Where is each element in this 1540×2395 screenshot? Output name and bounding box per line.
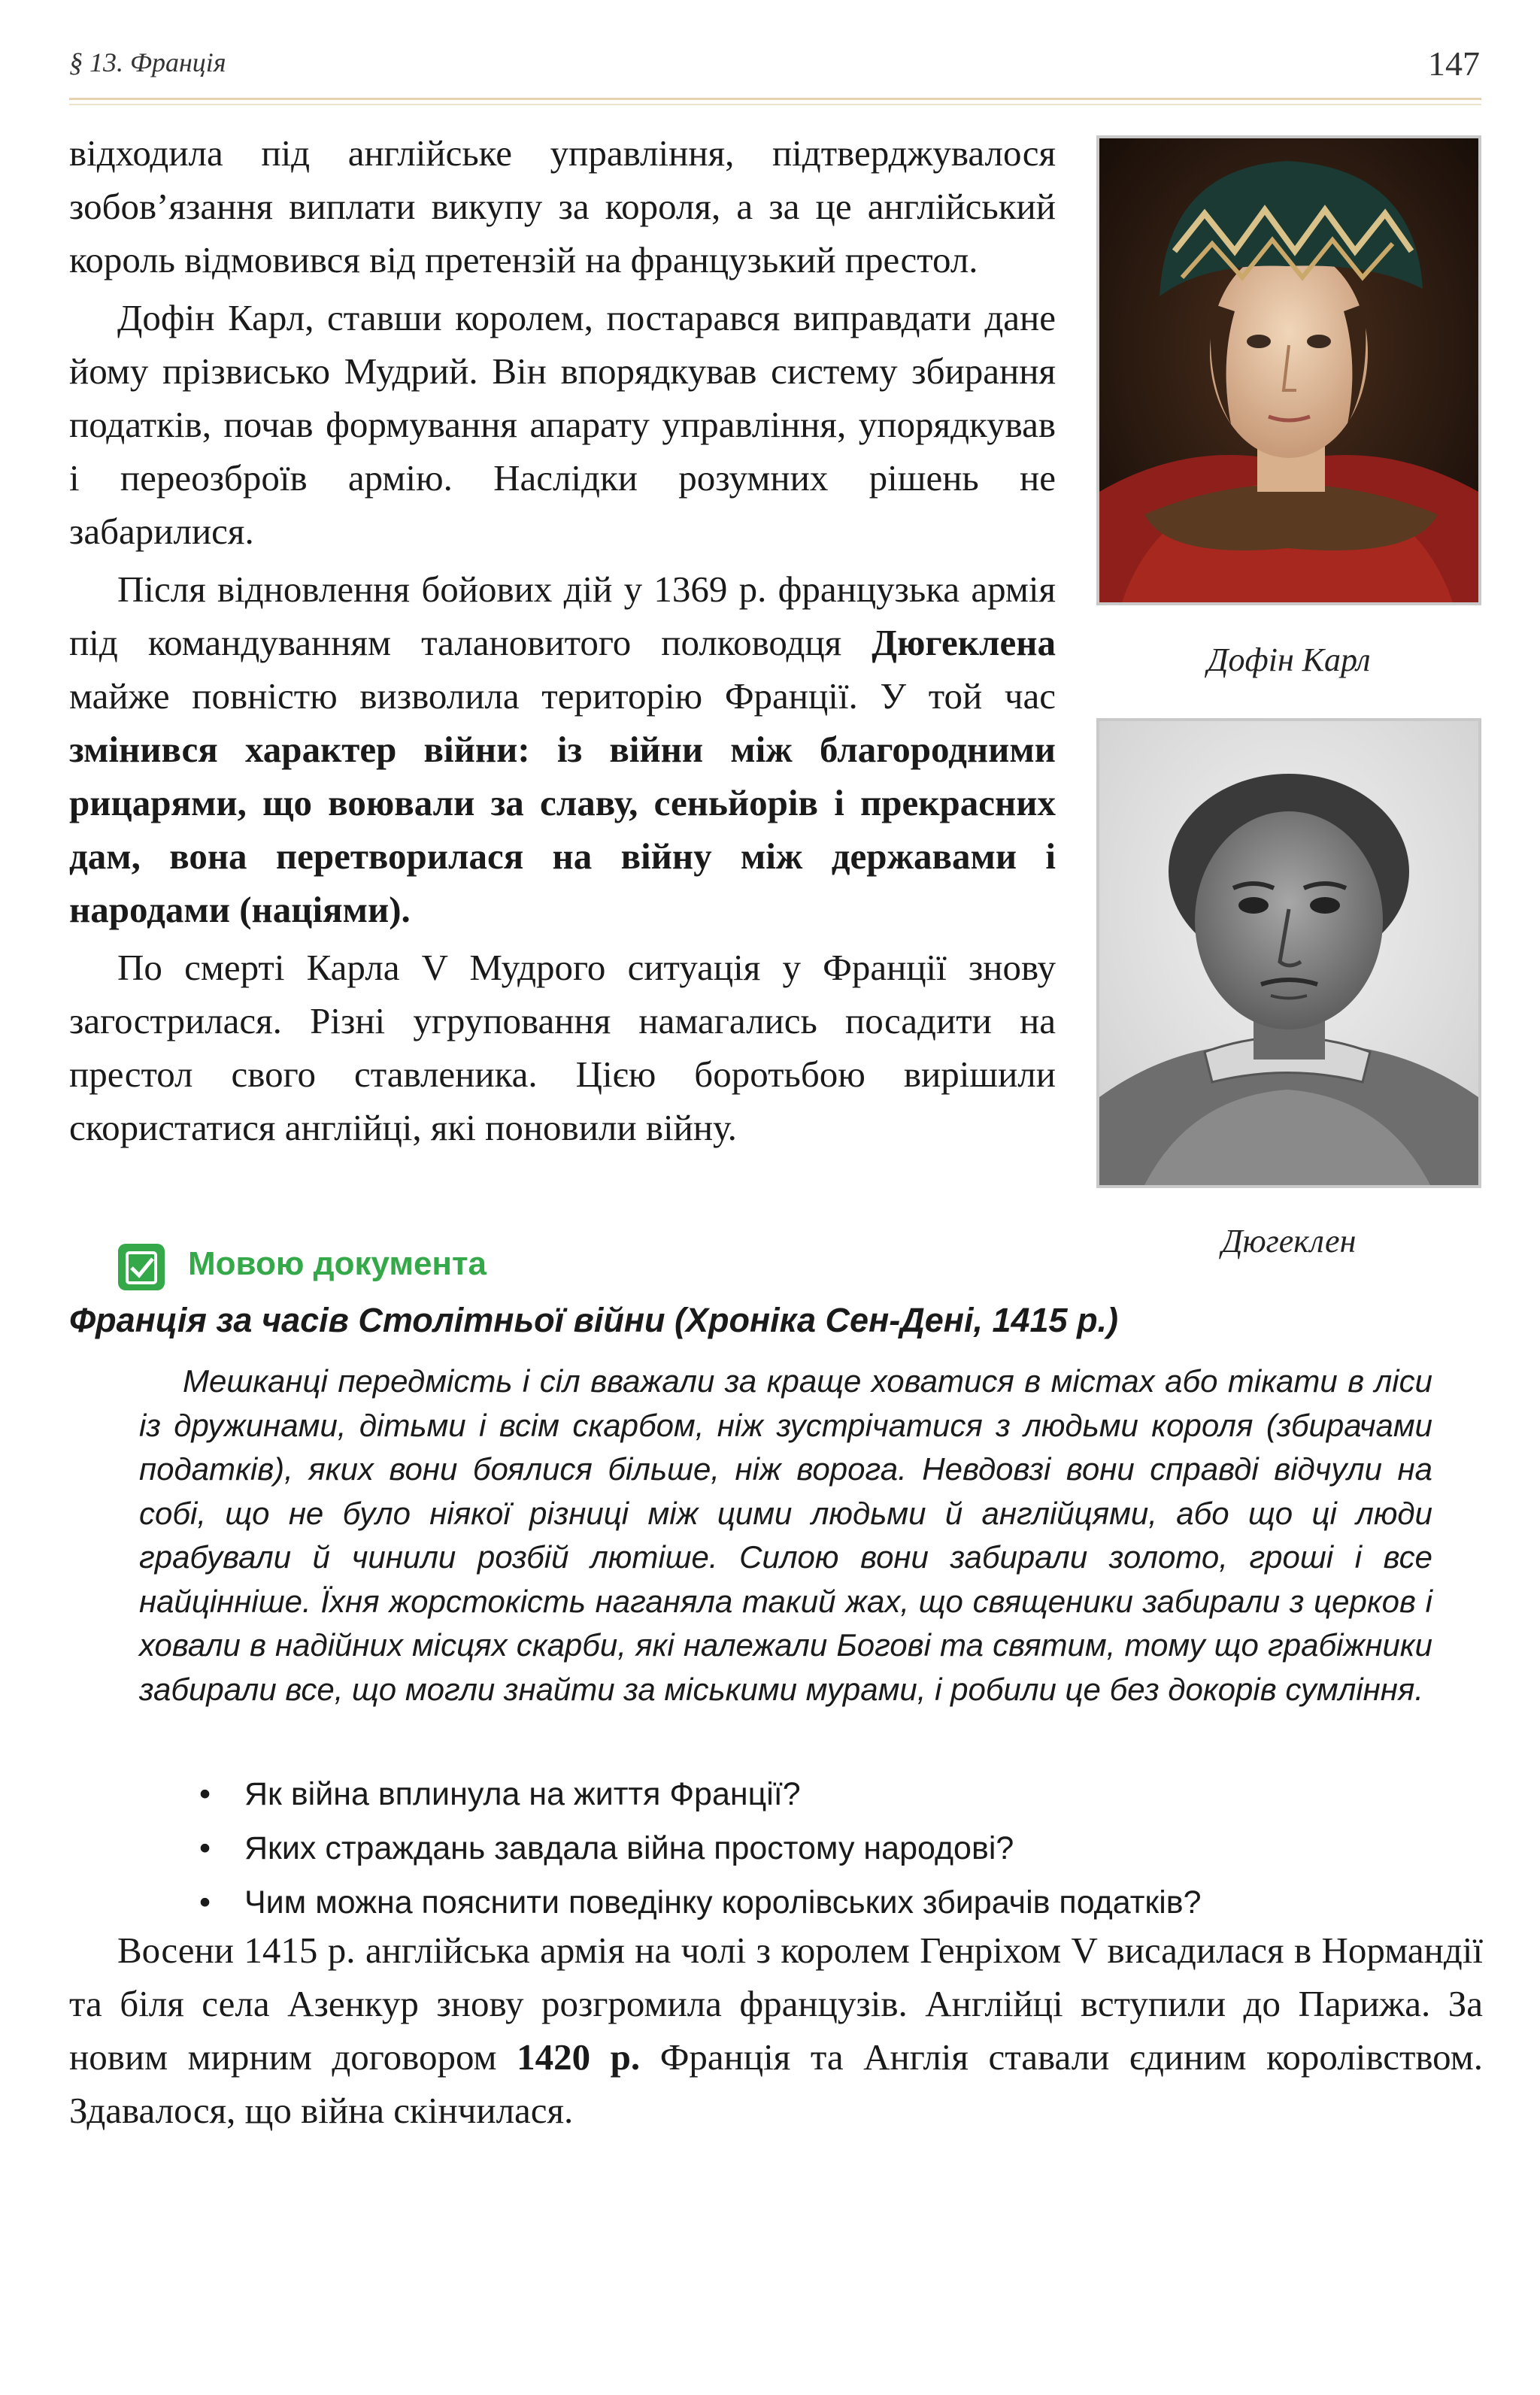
final-text-a: Восени 1415 р. англійська армія на чолі з королем Генріхом V висадилася в Нормандії та біля села Азенкур знову розгромила французів. Англійці вступили до Парижа. За новим мирним договором <box>69 1930 1483 2078</box>
questions-list <box>199 1767 1432 1930</box>
paragraph-3-text-c: майже повністю визволила територію Франції. У той час <box>69 675 1056 717</box>
document-title: Франція за часів Столітньої війни (Хроніка Сен-Дені, 1415 р.) <box>69 1301 1119 1339</box>
portrait-dauphin-charles-image <box>1099 138 1478 602</box>
paragraph-3 <box>69 562 1056 936</box>
header-rule <box>69 98 1481 100</box>
document-quote-text: Мешканці передмість і сіл вважали за краще ховатися в містах або тікати в ліси із дружинами, дітьми і всім скарбом, ніж зустрічатися з людьми короля (збирачами податків), яких вони боялися більше, ніж ворога. Невдовзі вони справді відчули на собі, що не було ніякої різниці між цими людьми й англійцями, або що ці люди грабували й чинили розбій лютіше. Силою вони забирали золото, гроші і все найцінніше. Їхня жорстокість наганяла такий жах, що священики забирали з церков і ховали в надійних місцях скарби, які належали Богові та святим, тому що грабіжники забирали все, що могли знайти за міськими мурами, і робили це без докорів сумління. <box>139 1363 1432 1707</box>
portrait-duguesclin-image <box>1099 721 1478 1185</box>
paragraph-3-text-a: Після відновлення бойових дій у 1369 р. французька армія під командуванням талановитого полководця <box>69 568 1056 663</box>
document-check-icon <box>117 1242 166 1292</box>
header-rule-secondary <box>69 104 1481 105</box>
page-number: 147 <box>1428 44 1480 83</box>
final-paragraph <box>69 1924 1483 2137</box>
question-item: • Яких страждань завдала війна простому народові? <box>199 1821 1432 1875</box>
running-header: § 13. Франція <box>69 47 226 77</box>
paragraph-4: По смерті Карла V Мудрого ситуація у Франції знову загострилася. Різні угруповання намагались посадити на престол свого ставленика. Цією боротьбою вирішили скористатися англійці, які поновили війну. <box>69 947 1056 1148</box>
portrait-duguesclin-caption: Дюгеклен <box>1221 1223 1357 1260</box>
document-heading: Мовою документа <box>188 1245 487 1282</box>
portrait-dauphin-charles-caption: Дофін Карл <box>1207 641 1371 678</box>
war-character-emphasis: змінився характер війни: із війни між благородними рицарями, що воювали за славу, сеньйорів і прекрасних дам, вона перетворилася на війну між державами і народами (націями). <box>69 729 1056 930</box>
main-text <box>69 126 1056 1154</box>
document-quote <box>139 1360 1432 1711</box>
paragraph-1: відходила під англійське управління, підтверджувалося зобов’язання виплати викупу за короля, а за це англійський король відмовився від претензій на французький престол. <box>69 132 1056 280</box>
portrait-duguesclin <box>1096 718 1481 1188</box>
final-text-c: Франція та Англія ставали єдиним королівством. Здавалося, що війна скінчилася. <box>69 2036 1483 2131</box>
portrait-dauphin-charles <box>1096 135 1481 605</box>
dugeclin-name: Дюгеклена <box>872 622 1056 663</box>
question-item: • Як війна вплинула на життя Франції? <box>199 1767 1432 1821</box>
final-text <box>69 1924 1483 2137</box>
paragraph-2: Дофін Карл, ставши королем, постарався виправдати дане йому прізвисько Мудрий. Він впорядкував систему збирання податків, почав формування апарату управління, упорядкував і переозброїв армію. Наслідки розумних рішень не забарилися. <box>69 297 1056 552</box>
question-item: • Чим можна пояснити поведінку королівських збирачів податків? <box>199 1875 1432 1930</box>
year-1420: 1420 р. <box>517 2036 641 2078</box>
